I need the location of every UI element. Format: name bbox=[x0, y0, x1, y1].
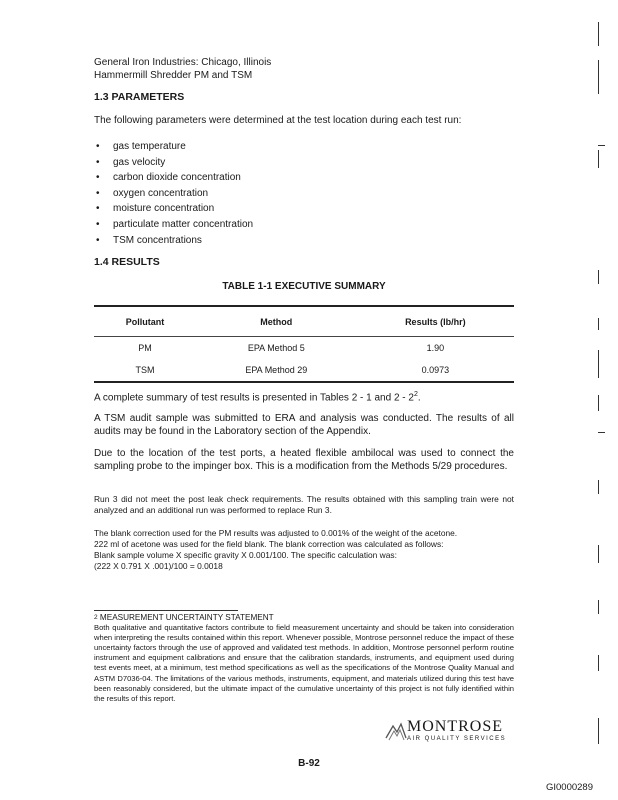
blank-line-2: 222 ml of acetone was used for the field blank. The blank correction was calculated as follows: bbox=[94, 539, 444, 549]
header-line-1: General Iron Industries: Chicago, Illinois bbox=[94, 57, 272, 68]
scan-edge-mark bbox=[598, 545, 605, 563]
scan-edge-mark bbox=[598, 480, 605, 494]
column-header-pollutant: Pollutant bbox=[94, 306, 196, 337]
parameters-intro: The following parameters were determined at the test location during each test run: bbox=[94, 115, 462, 126]
column-header-results: Results (lb/hr) bbox=[357, 306, 514, 337]
scan-edge-mark bbox=[598, 432, 605, 433]
blank-line-4: (222 X 0.791 X .001)/100 = 0.0018 bbox=[94, 561, 223, 571]
header-line-2: Hammermill Shredder PM and TSM bbox=[94, 70, 253, 81]
list-item: • particulate matter concentration bbox=[96, 217, 253, 233]
scan-edge-mark bbox=[598, 270, 605, 284]
probe-paragraph: Due to the location of the test ports, a heated flexible ambilocal was used to connect the sampling probe to the impinger box. This is a modification from the Methods 5/29 procedures. bbox=[94, 448, 514, 472]
table-title: TABLE 1-1 EXECUTIVE SUMMARY bbox=[222, 281, 386, 292]
footnote-title-line bbox=[94, 613, 514, 623]
scan-edge-mark bbox=[598, 655, 605, 671]
table-cell: 0.0973 bbox=[357, 359, 514, 382]
scan-edge-mark bbox=[598, 318, 605, 330]
list-item: • carbon dioxide concentration bbox=[96, 170, 253, 186]
scan-edge-mark bbox=[598, 600, 605, 614]
list-item: • gas temperature bbox=[96, 139, 253, 155]
table-cell: EPA Method 5 bbox=[247, 343, 305, 353]
list-item: • TSM concentrations bbox=[96, 233, 253, 249]
footnote-title: MEASUREMENT UNCERTAINTY STATEMENT bbox=[99, 613, 274, 622]
blank-line-1: The blank correction used for the PM results was adjusted to 0.001% of the weight of the acetone. bbox=[94, 528, 458, 538]
footnote-text: Both qualitative and quantitative factors contribute to field measurement uncertainty and should be taken into consideration when interpreting the results contained within this report. Whenever possible, Montrose personnel reduce the impact of these uncertainty factors through the use of approved and validated test methods. In addition, Montrose personnel perform routine instrument and equipment calibrations and ensure that the calibration standards, instruments, and equipment used during test events meet, at a minimum, test method specifications as well as the specifications of the Montrose Quality Manual and ASTM D7036-04. The limitations of the various methods, instruments, equipment, and materials utilized during this test have been reasonably considered, but the ultimate impact of the cumulative uncertainty of this project is not fully identified within the results of this report. bbox=[94, 623, 514, 703]
list-item: • gas velocity bbox=[96, 155, 253, 171]
montrose-mountain-icon bbox=[385, 718, 407, 742]
audit-paragraph: A TSM audit sample was submitted to ERA and analysis was conducted. The results of all audits may be found in the Laboratory section of the Appendix. bbox=[94, 413, 514, 437]
parameters-list bbox=[96, 139, 253, 248]
report-header bbox=[94, 56, 271, 82]
table-row bbox=[94, 337, 514, 360]
blank-line-3: Blank sample volume X specific gravity X 0.001/100. The specific calculation was: bbox=[94, 550, 397, 560]
footnote-marker: 2 bbox=[94, 614, 98, 621]
table-cell: 1.90 bbox=[426, 343, 445, 353]
table-cell: TSM bbox=[94, 359, 196, 382]
footnote-ref: 2 bbox=[413, 391, 418, 398]
table-header-row bbox=[94, 306, 514, 337]
list-item: • moisture concentration bbox=[96, 201, 253, 217]
table-cell: EPA Method 29 bbox=[196, 359, 357, 382]
footnote bbox=[94, 613, 514, 704]
scan-edge-mark bbox=[598, 60, 605, 94]
results-heading: 1.4 RESULTS bbox=[94, 256, 160, 268]
summary-text: A complete summary of test results is presented in Tables 2 - 1 and 2 - 2 bbox=[94, 392, 414, 404]
executive-summary-table bbox=[94, 305, 514, 383]
montrose-logo bbox=[385, 718, 515, 746]
footnote-divider bbox=[94, 610, 238, 611]
page-number: B-92 bbox=[298, 758, 320, 769]
scan-edge-mark bbox=[598, 718, 605, 744]
run3-paragraph: Run 3 did not meet the post leak check requirements. The results obtained with this sampling train were not analyzed and an additional run was performed to replace Run 3. bbox=[94, 494, 514, 515]
parameters-heading: 1.3 PARAMETERS bbox=[94, 91, 185, 103]
scan-edge-mark bbox=[598, 395, 605, 411]
blank-correction-paragraph bbox=[94, 528, 514, 572]
scan-edge-mark bbox=[598, 150, 605, 168]
column-header-method: Method bbox=[196, 306, 357, 337]
logo-subtitle: AIR QUALITY SERVICES bbox=[407, 736, 507, 742]
scan-edge-mark bbox=[598, 22, 605, 46]
summary-paragraph bbox=[94, 389, 514, 405]
logo-name: MONTROSE bbox=[407, 718, 504, 735]
document-id: GI0000289 bbox=[545, 782, 593, 793]
scan-edge-mark bbox=[598, 145, 605, 146]
scan-edge-mark bbox=[598, 350, 605, 378]
summary-end: . bbox=[417, 392, 421, 404]
list-item: • oxygen concentration bbox=[96, 186, 253, 202]
table-row bbox=[94, 359, 514, 382]
table-cell: PM bbox=[138, 343, 152, 353]
